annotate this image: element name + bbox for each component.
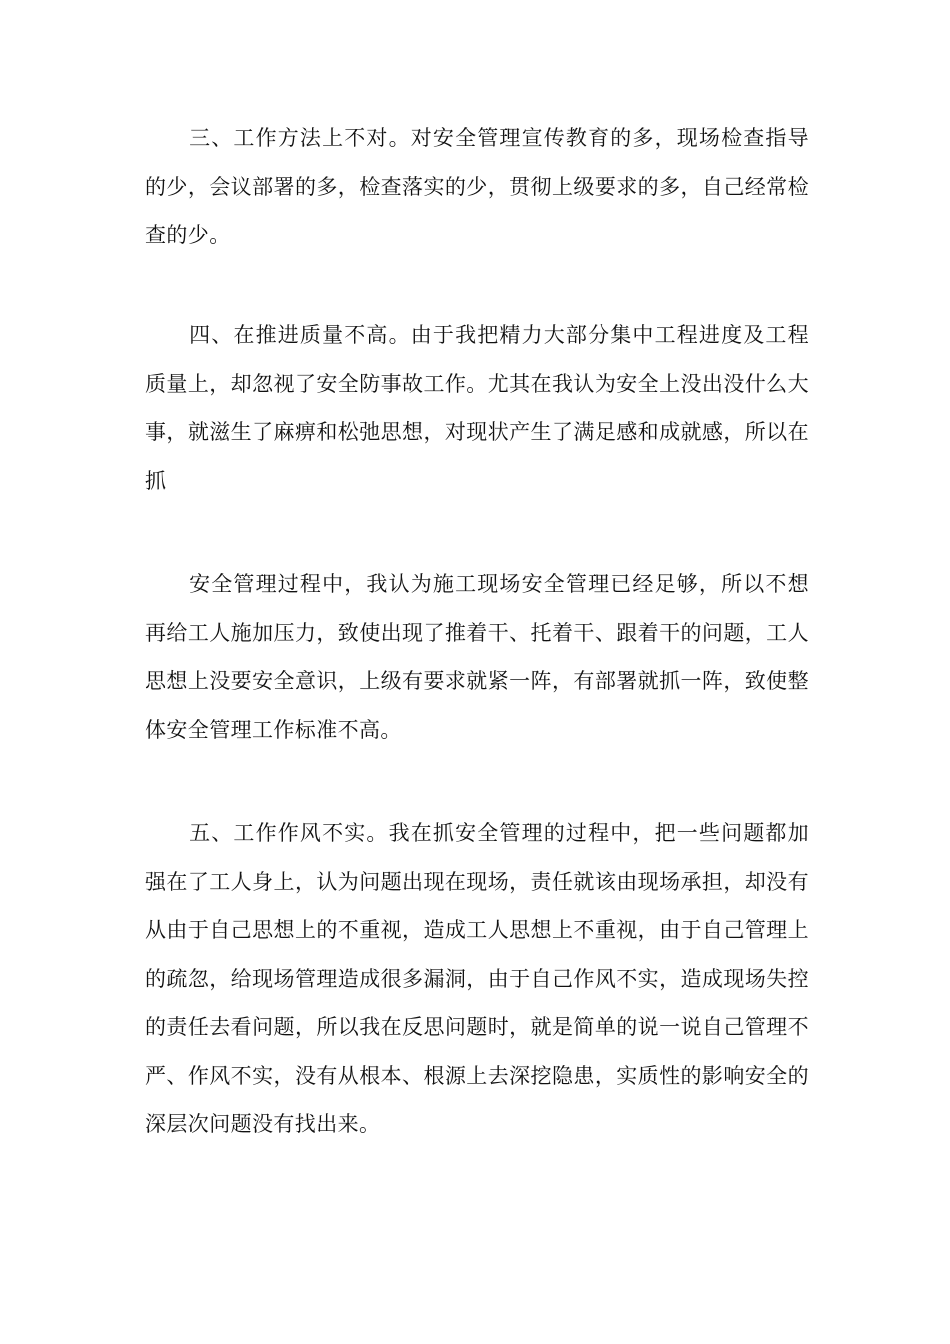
paragraph-safety-management-process: 安全管理过程中，我认为施工现场安全管理已经足够，所以不想再给工人施加压力，致使出现了推着干、托着干、跟着干的问题，工人思想上没要安全意识，上级有要求就紧一阵，有部署就抓一阵，致使整体安全管理工作标准不高。 — [145, 572, 809, 742]
paragraph-working-method: 三、工作方法上不对。对安全管理宣传教育的多，现场检查指导的少，会议部署的多，检查落实的少，贯彻上级要求的多，自己经常检查的少。 — [145, 126, 809, 247]
paragraph-work-style: 五、工作作风不实。我在抓安全管理的过程中，把一些问题都加强在了工人身上，认为问题出现在现场，责任就该由现场承担，却没有从由于自己思想上的不重视，造成工人思想上不重视，由于自己管理上的疏忽，给现场管理造成很多漏洞，由于自己作风不实，造成现场失控的责任去看问题，所以我在反思问题时，就是简单的说一说自己管理不严、作风不实，没有从根本、根源上去深挖隐患，实质性的影响安全的深层次问题没有找出来。 — [145, 821, 809, 1136]
paragraph-promotion-quality: 四、在推进质量不高。由于我把精力大部分集中工程进度及工程质量上，却忽视了安全防事故工作。尤其在我认为安全上没出没什么大事，就滋生了麻痹和松弛思想，对现状产生了满足感和成就感，所以在抓 — [145, 323, 809, 493]
